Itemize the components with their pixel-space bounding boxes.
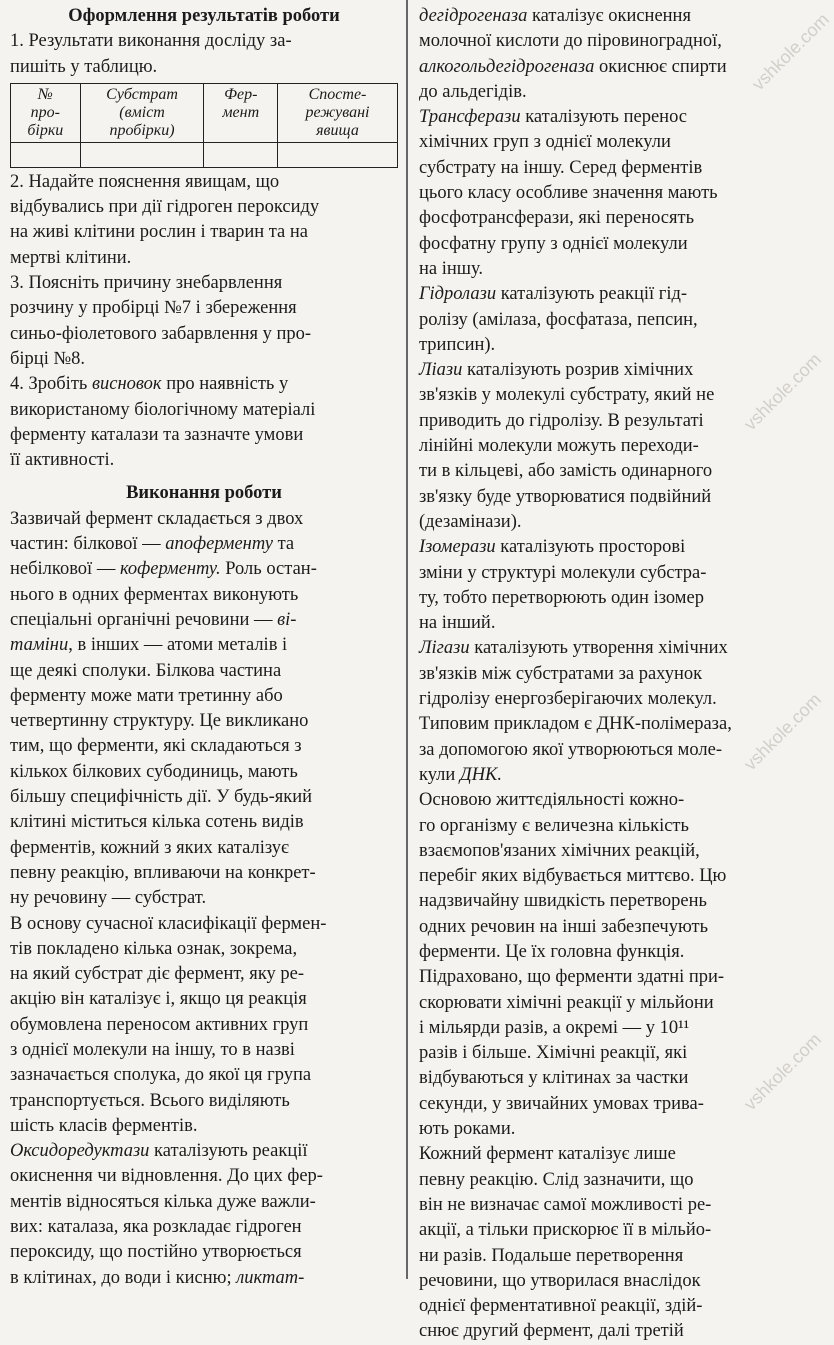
text-segment: з однієї молекули на іншу, то в назві [10,1039,295,1060]
header-text: № [37,85,53,103]
italic-term: Гідролази [419,284,497,305]
text-segment: розчину у пробірці №7 і збереження [10,298,297,319]
text-line [10,987,398,1012]
text-line [10,347,398,372]
text-segment: 3. Поясніть причину знебарвлення [10,273,283,294]
results-table [10,83,398,168]
text-line [419,687,805,712]
italic-term: ві- [277,609,297,630]
text-segment: одних речовин на інші забезпечують [419,916,709,937]
text-line [419,4,805,29]
text-segment: каталізують реакції гід- [496,284,688,305]
text-line [419,864,805,889]
text-segment: в клітинах, до води і кисню; [10,1267,237,1288]
text-line [419,965,805,990]
text-line [10,1089,398,1114]
text-segment: певну реакцію, впливаючи на конкрет- [10,862,316,883]
text-segment: окиснення чи відновлення. До цих фер- [10,1166,323,1187]
text-segment: однієї ферментативної реакції, здій- [419,1296,703,1317]
text-segment: Кожний фермент каталізує лише [419,1144,676,1165]
text-segment: та [272,534,295,555]
watermark: vshkole.com [740,349,825,435]
text-segment: фосфатну групу з однієї молекули [419,233,688,254]
italic-term: Ізомерази [419,537,496,558]
text-segment: її активності. [10,450,115,471]
text-line [419,510,805,535]
text-segment: використаному біологічному матеріалі [10,399,316,420]
table-header-cell [80,83,204,142]
text-line [10,507,398,532]
text-segment: акцію він каталізує і, якщо ця реакція [10,989,307,1010]
text-line [10,1215,398,1240]
text-line [10,1038,398,1063]
text-line [419,915,805,940]
header-text: режувані [305,103,370,121]
text-line [419,358,805,383]
table-cell [204,142,278,167]
text-line [419,1269,805,1294]
text-segment: більшу специфічність дії. У будь-який [10,787,313,808]
text-line [419,257,805,282]
text-segment: субстрату на іншу. Серед ферментів [419,157,703,178]
text-segment: нього в одних ферментах виконують [10,584,299,605]
text-segment: транспортується. Всього виділяють [10,1090,290,1111]
text-segment: приводить до гідролізу. В результаті [419,410,704,431]
text-line [419,788,805,813]
text-segment: він не визначає самої можливості ре- [419,1194,712,1215]
text-segment: каталізують утворення хімічних [469,638,728,659]
text-segment: снює другий фермент, далі третій [419,1321,684,1342]
text-segment: Підраховано, що ферменти здатні при- [419,967,725,988]
text-line [10,296,398,321]
text-line [419,29,805,54]
text-segment: ють роками. [419,1119,516,1140]
italic-term: коферменту. [119,559,221,580]
text-segment: Основою життєдіяльності кожно- [419,790,685,811]
text-segment: ферменту каталази та зазначте умови [10,424,304,445]
text-segment: каталізують розрив хімічних [462,360,694,381]
text-segment: ментів відносяться кілька дуже важли- [10,1191,316,1212]
text-line [419,814,805,839]
text-segment: тів покладено кілька ознак, зокрема, [10,938,298,959]
text-segment: бірці №8. [10,348,85,369]
text-line [10,322,398,347]
text-line [10,937,398,962]
text-line [419,459,805,484]
text-segment: ни разів. Подальше перетворення [419,1245,684,1266]
text-segment: ролізу (амілаза, фосфатаза, пепсин, [419,309,698,330]
text-line [419,1319,805,1344]
text-line [419,1193,805,1218]
text-segment: тим, що ферменти, які складаються з [10,736,302,757]
text-line [419,55,805,80]
italic-term: Оксидоредуктази [10,1141,150,1162]
text-segment: каталізують перенос [520,107,687,128]
text-segment: четвертинну структуру. Це викликано [10,711,309,732]
watermark: vshkole.com [740,1029,825,1115]
text-segment: скорювати хімічні реакції у мільйони [419,992,714,1013]
text-segment: Роль остан- [220,559,317,580]
text-segment: (дезамінази). [419,511,522,532]
text-segment: клітині міститься кілька сотень видів [10,812,304,833]
table-header-cell [278,83,398,142]
text-line [10,1240,398,1265]
text-line [419,434,805,459]
header-text: Спосте- [308,85,367,103]
text-segment: В основу сучасної класифікації фермен- [10,913,327,934]
header-text: про- [30,103,60,121]
text-line [10,1063,398,1088]
instruction-item-1 [10,29,398,80]
header-text: бірки [27,121,64,139]
text-segment: речовини, що утворилася внаслідок [419,1270,701,1291]
text-line [419,586,805,611]
text-line [10,557,398,582]
text-line [419,333,805,358]
text-line [10,836,398,861]
text-segment: синьо-фіолетового забарвлення у про- [10,323,312,344]
text-line [10,785,398,810]
text-segment: кули [419,764,460,785]
text-segment: 2. Надайте пояснення явищам, що [10,171,280,192]
text-line [10,246,398,271]
text-segment: кількох білкових субодиниць, мають [10,761,298,782]
text-line [10,709,398,734]
text-line [10,886,398,911]
text-line [10,734,398,759]
text-line [419,156,805,181]
text-segment: частин: білкової — [10,534,166,555]
text-segment: каталізує окиснення [527,6,691,26]
text-line [10,448,398,473]
text-line [419,1168,805,1193]
text-segment: шість класів ферментів. [10,1115,198,1136]
text-line [419,282,805,307]
text-segment: спеціальні органічні речовини — [10,609,278,630]
text-segment: каталізують реакції [149,1141,308,1162]
text-segment: зміни у структурі молекули субстра- [419,562,707,583]
text-line [419,1294,805,1319]
text-line [419,232,805,257]
text-line [419,712,805,737]
enzyme-classes-text [419,4,805,1345]
text-line [10,1139,398,1164]
italic-term: висновок [91,374,162,395]
table-header-cell [11,83,81,142]
watermark: vshkole.com [748,9,833,95]
text-line [10,1266,398,1291]
header-text: Фер- [224,85,258,103]
text-segment: на живі клітини рослин і тварин та на [10,222,309,243]
table-cell [278,142,398,167]
italic-term: алкогольдегідрогеназа [419,56,595,77]
text-line [419,206,805,231]
text-line [419,535,805,560]
text-line [419,1066,805,1091]
italic-term: ДНК. [459,764,502,785]
text-line [10,220,398,245]
text-line [419,181,805,206]
text-segment: фосфотрансферази, які переносять [419,208,695,229]
text-line [10,760,398,785]
text-line [10,962,398,987]
text-segment: го організму є величезна кількість [419,815,689,836]
text-segment: і мільярди разів, а окремі — у 10¹¹ [419,1017,690,1038]
text-line [10,271,398,296]
header-text: Субстрат [106,85,178,103]
text-segment: цього класу особливе значення мають [419,183,718,204]
text-segment: перебіг яких відбувається миттєво. Цю [419,866,727,887]
text-segment: трипсин). [419,334,496,355]
text-segment: лінійні молекули можуть переходи- [419,436,699,457]
text-line [419,940,805,965]
header-text: пробірки) [109,121,175,139]
left-column [10,4,398,1291]
header-text: мент [222,103,260,121]
text-segment: за допомогою якої утворюються моле- [419,739,722,760]
text-segment: на інший. [419,613,496,634]
italic-term: Лігази [419,638,470,659]
text-line [419,383,805,408]
results-table-header [11,83,398,142]
text-segment: певну реакцію. Слід зазначити, що [419,1169,694,1190]
text-segment: ти в кільцеві, або замість одинарного [419,461,713,482]
right-column [419,4,805,1345]
text-line [10,1190,398,1215]
text-segment: до альдегідів. [419,81,527,102]
procedure-text [10,507,398,1291]
text-segment: секунди, у звичайних умовах трива- [419,1093,704,1114]
text-line [419,1016,805,1041]
text-segment: ну речовину — субстрат. [10,888,207,909]
italic-term: Ліази [419,360,463,381]
text-segment: Типовим прикладом є ДНК-полімераза, [419,714,732,735]
text-segment: гідролізу енергозберігаючих молекул. [419,689,717,710]
text-segment: , в інших — атоми металів і [68,635,288,656]
text-segment: зв'язку буде утворюватися подвійний [419,486,712,507]
results-table-empty-row [11,142,398,167]
column-divider [406,0,408,1279]
text-line [10,398,398,423]
italic-term: Трансферази [419,107,521,128]
text-segment: відбувались при дії гідроген пероксиду [10,197,320,218]
text-line [10,861,398,886]
text-line [419,839,805,864]
text-line [419,105,805,130]
text-line [10,195,398,220]
text-line [10,1013,398,1038]
text-line [10,583,398,608]
text-line [419,308,805,333]
text-line [10,912,398,937]
text-segment: акції, а тільки прискорює її в мільйо- [419,1220,712,1241]
header-text: явища [316,121,359,139]
text-line [10,659,398,684]
text-line [10,170,398,195]
text-segment: хімічних груп з однієї молекули [419,132,671,153]
section-heading-results: Оформлення результатів роботи [68,6,340,26]
text-line [10,684,398,709]
text-line [10,372,398,397]
text-segment: ферменти. Це їх головна функція. [419,941,685,962]
text-segment: мертві клітини. [10,247,132,268]
text-line [419,1117,805,1142]
italic-term: ликтат- [236,1267,305,1288]
text-segment: взаємопов'язаних хімічних реакцій, [419,840,700,861]
text-line [419,130,805,155]
text-segment: ферментів, кожний з яких каталізує [10,837,289,858]
text-segment: обумовлена переносом активних груп [10,1014,309,1035]
text-segment: надзвичайну швидкість перетворень [419,891,707,912]
text-line [419,1244,805,1269]
text-segment: окиснює спирти [594,56,727,77]
text-segment: на іншу. [419,258,484,279]
text-line: пишіть у таблицю. [10,56,158,77]
italic-term: таміни [10,635,69,656]
text-line [10,810,398,835]
text-line [419,636,805,661]
text-line [10,608,398,633]
text-segment: зв'язків у молекулі субстрату, який не [419,385,715,406]
text-line [419,1142,805,1167]
text-segment: каталізують просторові [495,537,686,558]
italic-term: дегідрогеназа [419,6,528,26]
text-segment: вих: каталаза, яка розкладає гідроген [10,1217,302,1238]
text-segment: зв'язків між субстратами за рахунок [419,663,703,684]
text-segment: 4. Зробіть [10,374,92,395]
text-line [10,423,398,448]
text-segment: пероксиду, що постійно утворюється [10,1242,302,1263]
text-segment: молочної кислоти до піровиноградної, [419,31,722,52]
text-line [10,1164,398,1189]
text-segment: разів і більше. Хімічні реакції, які [419,1043,688,1064]
text-line [10,532,398,557]
text-segment: небілкової — [10,559,120,580]
text-line: 1. Результати виконання досліду за- [10,31,292,52]
text-segment: про наявність у [161,374,289,395]
text-line [419,662,805,687]
text-line [419,561,805,586]
watermark: vshkole.com [740,689,825,775]
text-line [419,1218,805,1243]
table-cell [11,142,81,167]
text-line [419,485,805,510]
text-line [419,611,805,636]
text-segment: відбуваються у клітинах за частки [419,1068,689,1089]
text-segment: Зазвичай фермент складається з двох [10,508,304,529]
text-line [10,633,398,658]
text-line [419,991,805,1016]
text-segment: ще деякі сполуки. Білкова частина [10,660,282,681]
section-heading-procedure: Виконання роботи [126,483,282,504]
italic-term: апоферменту [165,534,273,555]
table-cell [80,142,204,167]
text-line [10,1114,398,1139]
text-segment: зазначається сполука, до якої ця група [10,1065,312,1086]
instruction-items [10,170,398,474]
text-line [419,80,805,105]
table-header-cell [204,83,278,142]
text-segment: ту, тобто перетворюють один ізомер [419,587,704,608]
text-segment: ферменту може мати третинну або [10,685,283,706]
text-line [419,889,805,914]
text-line [419,1041,805,1066]
text-segment: на який субстрат діє фермент, яку ре- [10,964,305,985]
header-text: (вміст [119,103,165,121]
